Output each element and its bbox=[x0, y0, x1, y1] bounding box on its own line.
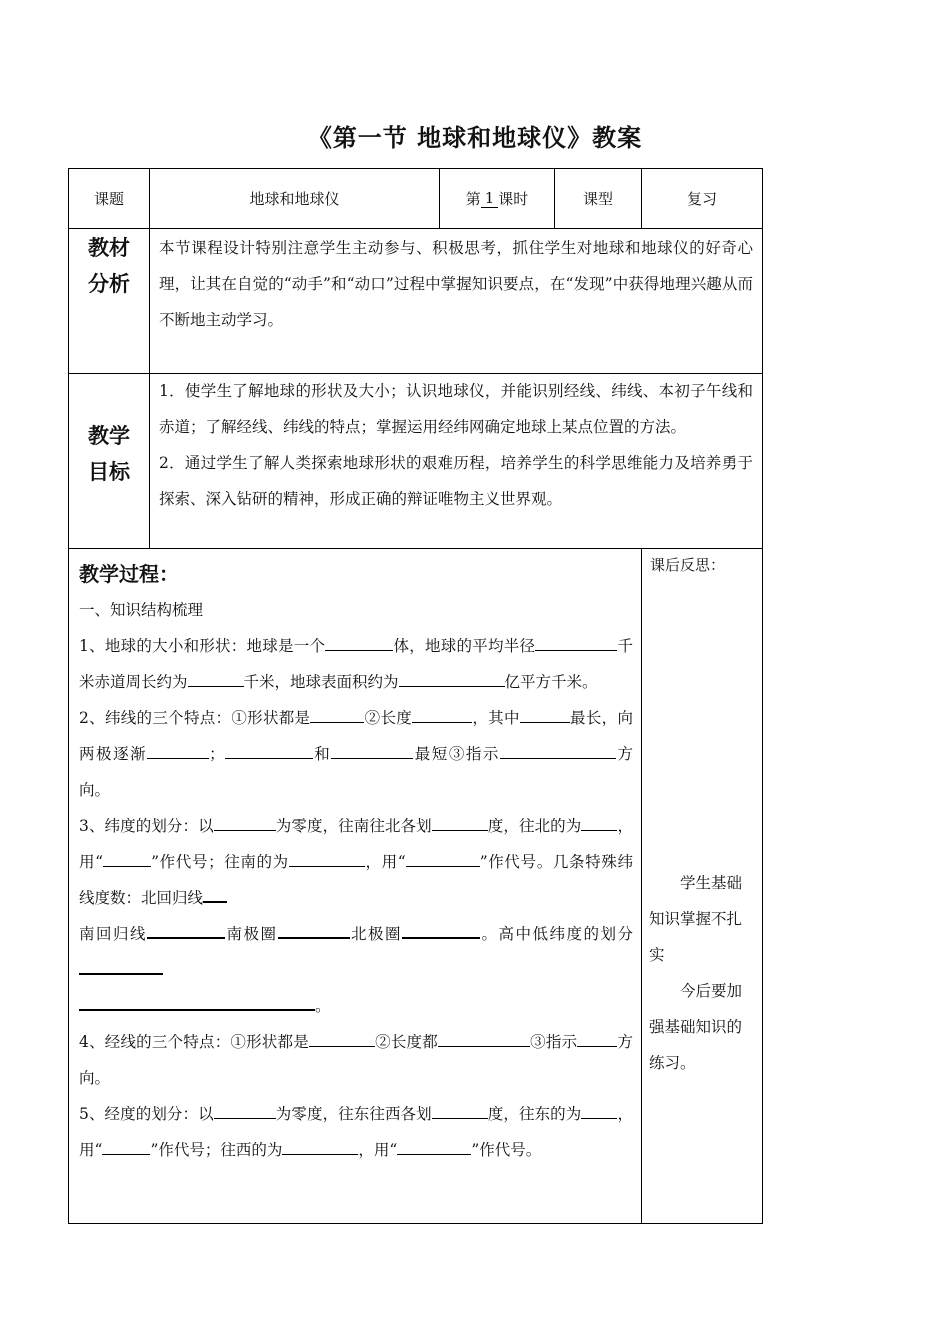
lesson-plan-table bbox=[68, 168, 763, 1224]
objective-item-1: 1．使学生了解地球的形状及大小；认识地球仪，并能识别经线、纬线、本初子午线和赤道；了解经线、纬线的特点；掌握运用经纬网确定地球上某点位置的方法。 bbox=[159, 382, 753, 436]
type-value: 复习 bbox=[686, 190, 717, 208]
period-number: 1 bbox=[481, 189, 499, 208]
table-border-right bbox=[762, 168, 763, 1224]
question-4: 4、经线的三个特点：①形状都是 ②长度都 ③指示 方向。 bbox=[79, 1024, 633, 1096]
reflection-label: 课后反思： bbox=[650, 556, 726, 574]
analysis-label-line1: 教材 bbox=[88, 235, 130, 260]
question-2: 2、纬线的三个特点：①形状都是 ②长度 ，其中 最长，向两极逐渐 ； 和 最短③指示 方向。 bbox=[79, 700, 633, 808]
type-label: 课型 bbox=[582, 190, 613, 208]
table-rule bbox=[641, 548, 642, 1224]
reflection-line-2: 今后要加强基础知识的练习。 bbox=[649, 982, 743, 1072]
page-title: 《第一节 地球和地球仪》教案 bbox=[307, 123, 643, 152]
question-3: 3、纬度的划分：以 为零度，往南往北各划 度，往北的为 ，用“ ”作代号；往南的为 ，用“ ”作代号。几条特殊纬线度数：北回归线 南回归线 南极圈 北极圈 。高中低纬度的划分 。 bbox=[79, 808, 633, 1024]
process-body bbox=[79, 592, 633, 1168]
topic-label: 课题 bbox=[93, 190, 124, 208]
analysis-text: 本节课程设计特别注意学生主动参与、积极思考，抓住学生对地球和地球仪的好奇心理，让其在自觉的“动手”和“动口”过程中掌握知识要点，在“发现”中获得地理兴趣从而不断地主动学习。 bbox=[159, 239, 753, 329]
reflection-line-1: 学生基础知识掌握不扎实 bbox=[649, 874, 743, 964]
period-suffix: 课时 bbox=[498, 190, 529, 208]
objectives-label-line1: 教学 bbox=[88, 423, 130, 448]
analysis-label-line2: 分析 bbox=[88, 271, 130, 296]
objectives-text bbox=[159, 373, 753, 517]
objective-item-2: 2．通过学生了解人类探索地球形状的艰难历程，培养学生的科学思维能力及培养勇于探索、深入钻研的精神，形成正确的辩证唯物主义世界观。 bbox=[159, 454, 753, 508]
period-cell bbox=[440, 169, 554, 228]
table-rule bbox=[68, 548, 763, 549]
question-1: 1、地球的大小和形状：地球是一个 体，地球的平均半径 千米赤道周长约为 千米，地球表面积约为 亿平方千米。 bbox=[79, 628, 633, 700]
period-prefix: 第 bbox=[465, 190, 481, 208]
table-rule bbox=[68, 228, 763, 229]
topic-value: 地球和地球仪 bbox=[249, 190, 340, 208]
process-heading: 教学过程： bbox=[79, 562, 179, 586]
objectives-label bbox=[69, 418, 149, 490]
table-border-bottom bbox=[68, 1223, 763, 1224]
reflection-text bbox=[649, 865, 755, 1081]
objectives-label-line2: 目标 bbox=[88, 459, 130, 484]
analysis-label bbox=[69, 230, 149, 302]
table-border-left bbox=[68, 168, 69, 1224]
section-heading: 一、知识结构梳理 bbox=[79, 601, 204, 619]
question-5: 5、经度的划分：以 为零度，往东往西各划 度，往东的为 ，用“ ”作代号；往西的为 ，用“ ”作代号。 bbox=[79, 1096, 633, 1168]
